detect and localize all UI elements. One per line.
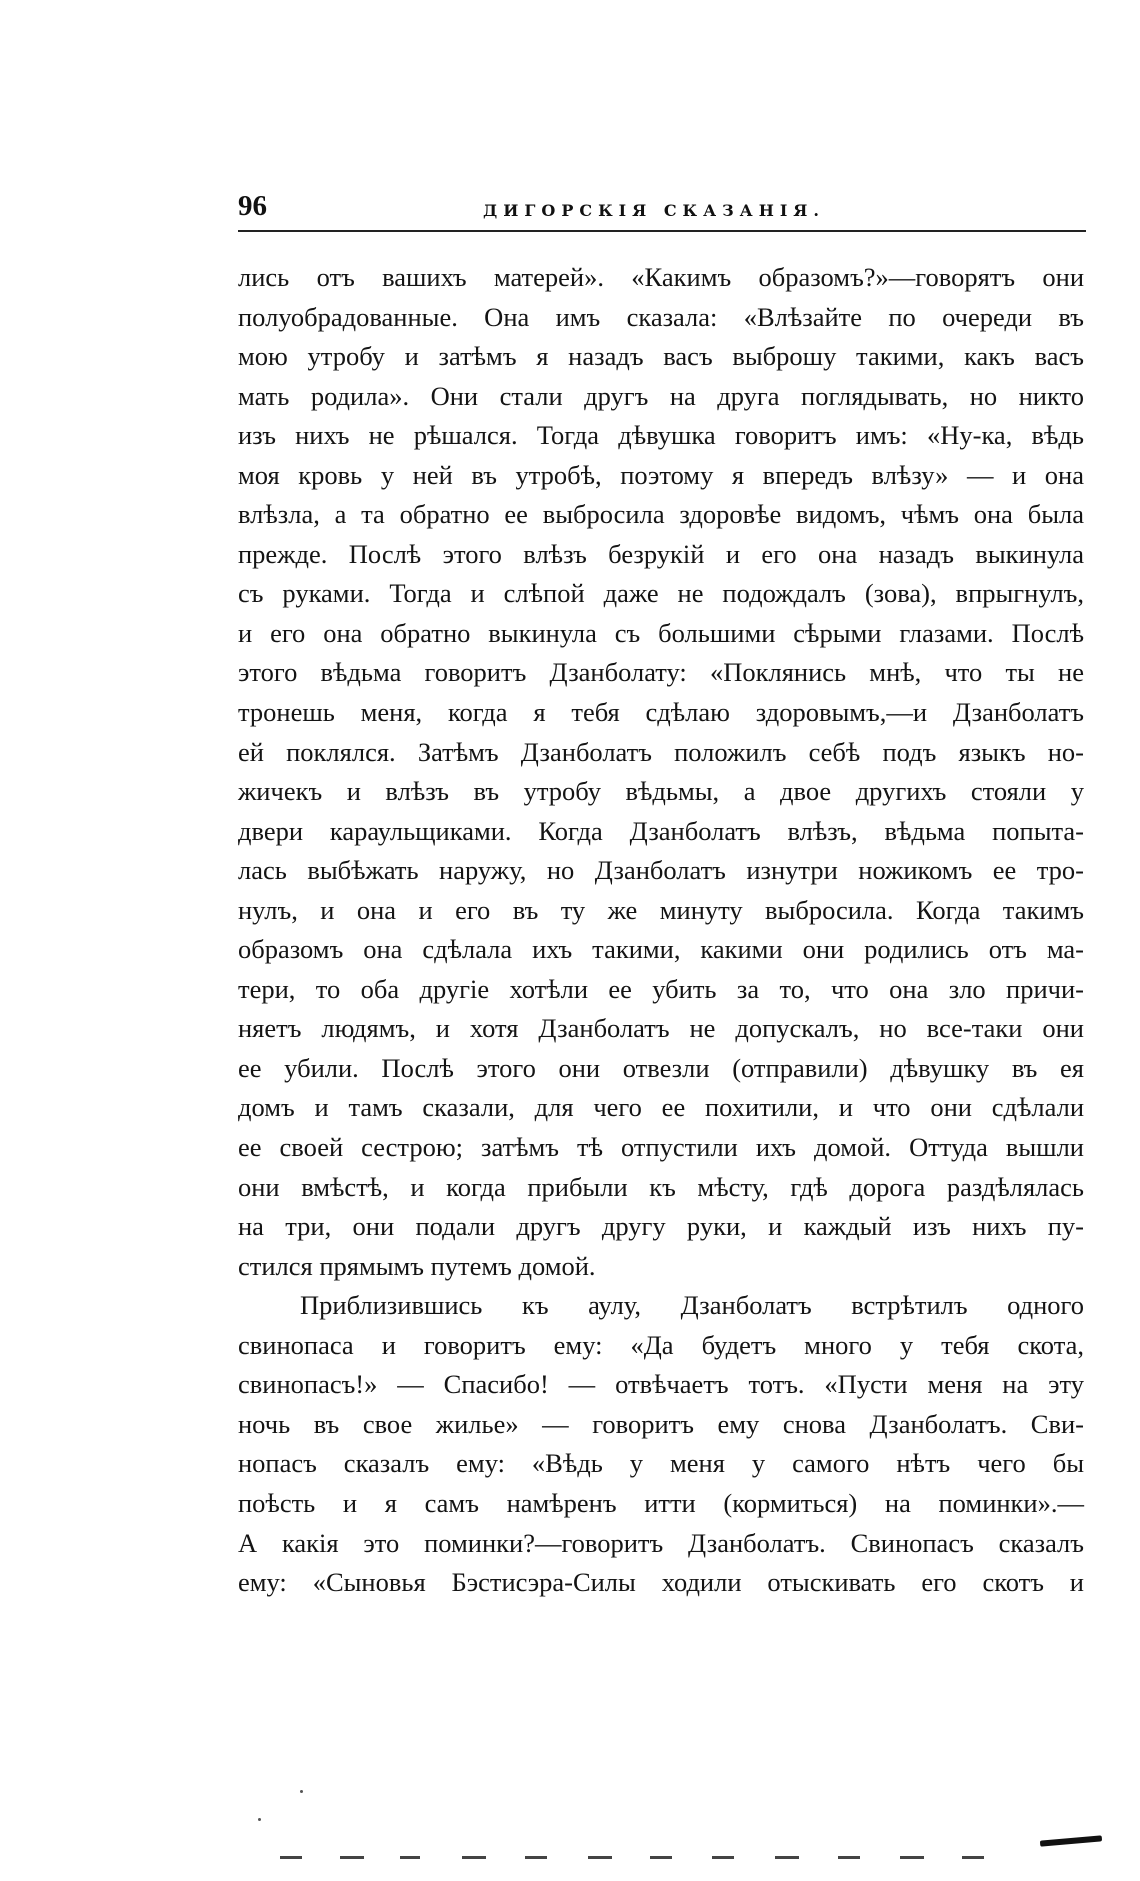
text-line: прежде. Послѣ этого влѣзъ безрукій и его она назадъ выкинула bbox=[238, 538, 1084, 569]
paragraph-start-line: Приблизившись къ аулу, Дзанболатъ встрѣтилъ одного bbox=[300, 1290, 1084, 1321]
text-line: они вмѣстѣ, и когда прибыли къ мѣсту, гдѣ дорога раздѣлялась bbox=[238, 1171, 1084, 1202]
scan-artifacts bbox=[270, 1848, 1090, 1868]
header-rule bbox=[238, 230, 1086, 232]
text-line: съ руками. Тогда и слѣпой даже не подождалъ (зова), впрыгнулъ, bbox=[238, 578, 1084, 609]
scan-dash bbox=[340, 1856, 364, 1859]
text-line: на три, они подали другъ другу руки, и каждый изъ нихъ пу- bbox=[238, 1211, 1084, 1242]
text-line: лись отъ вашихъ матерей». «Какимъ образомъ?»—говорятъ они bbox=[238, 262, 1084, 292]
text-line: образомъ она сдѣлала ихъ такими, какими они родились отъ ма- bbox=[238, 934, 1084, 965]
text-line: влѣзла, а та обратно ее выбросила здоровѣе видомъ, чѣмъ она была bbox=[238, 499, 1084, 530]
text-line: ее своей сестрою; затѣмъ тѣ отпустили ихъ домой. Оттуда вышли bbox=[238, 1132, 1084, 1163]
text-line: моя кровь у ней въ утробѣ, поэтому я впередъ влѣзу» — и она bbox=[238, 459, 1084, 490]
text-line: этого вѣдьма говоритъ Дзанболату: «Поклянись мнѣ, что ты не bbox=[238, 657, 1084, 688]
running-title: ДИГОРСКІЯ СКАЗАНІЯ. bbox=[483, 201, 825, 220]
text-line: свинопаса и говоритъ ему: «Да будетъ много у тебя скота, bbox=[238, 1329, 1084, 1360]
scan-dash bbox=[775, 1856, 799, 1859]
text-line: жичекъ и влѣзъ въ утробу вѣдьмы, а двое другихъ стояли у bbox=[238, 776, 1084, 807]
text-line: няетъ людямъ, и хотя Дзанболатъ не допускалъ, но все-таки они bbox=[238, 1013, 1084, 1044]
text-line: ей поклялся. Затѣмъ Дзанболатъ положилъ себѣ подъ языкъ но- bbox=[238, 736, 1084, 767]
text-line: полуобрадованные. Она имъ сказала: «Влѣзайте по очереди въ bbox=[238, 301, 1084, 332]
scan-dash bbox=[712, 1856, 734, 1859]
scan-speck bbox=[258, 1818, 261, 1821]
text-line: тронешь меня, когда я тебя сдѣлаю здоровымъ,—и Дзанболатъ bbox=[238, 697, 1084, 728]
text-line: ее убили. Послѣ этого они отвезли (отправили) дѣвушку въ ея bbox=[238, 1052, 1084, 1083]
text-line: свинопасъ!» — Спасибо! — отвѣчаетъ тотъ. «Пусти меня на эту bbox=[238, 1369, 1084, 1400]
scan-dash bbox=[838, 1856, 860, 1859]
scan-dash bbox=[900, 1856, 924, 1859]
text-line: и его она обратно выкинула съ большими сѣрыми глазами. Послѣ bbox=[238, 617, 1084, 648]
page-header bbox=[238, 186, 1086, 226]
text-line: поѣсть и я самъ намѣренъ итти (кормиться) на поминки».— bbox=[238, 1487, 1084, 1518]
text-line: мою утробу и затѣмъ я назадъ васъ выброшу такими, какъ васъ bbox=[238, 341, 1084, 372]
scan-dash bbox=[400, 1856, 420, 1859]
text-line: А какія это поминки?—говоритъ Дзанболатъ. Свинопасъ сказалъ bbox=[238, 1527, 1084, 1558]
text-line: ему: «Сыновья Бэстисэра-Силы ходили отыскивать его скотъ и bbox=[238, 1567, 1084, 1598]
text-line: домъ и тамъ сказали, для чего ее похитили, и что они сдѣлали bbox=[238, 1092, 1084, 1123]
scan-dash bbox=[962, 1856, 984, 1859]
scan-dash bbox=[525, 1856, 547, 1859]
text-line: тери, то оба другіе хотѣли ее убить за то, что она зло причи- bbox=[238, 973, 1084, 1004]
scan-speck bbox=[300, 1790, 303, 1793]
scan-dash bbox=[280, 1856, 302, 1859]
text-line: изъ нихъ не рѣшался. Тогда дѣвушка говоритъ имъ: «Ну-ка, вѣдь bbox=[238, 420, 1084, 451]
text-line: ночь въ свое жилье» — говоритъ ему снова Дзанболатъ. Сви- bbox=[238, 1408, 1084, 1439]
page-number: 96 bbox=[238, 190, 267, 222]
scan-dash bbox=[462, 1856, 486, 1859]
scan-smudge bbox=[1040, 1835, 1102, 1846]
text-line: нулъ, и она и его въ ту же минуту выбросила. Когда такимъ bbox=[238, 894, 1084, 925]
text-line: нопасъ сказалъ ему: «Вѣдь у меня у самого нѣтъ чего бы bbox=[238, 1448, 1084, 1479]
scan-dash bbox=[650, 1856, 672, 1859]
text-line: мать родила». Они стали другъ на друга поглядывать, но никто bbox=[238, 380, 1084, 411]
text-line: двери караульщиками. Когда Дзанболатъ влѣзъ, вѣдьма попыта- bbox=[238, 815, 1084, 846]
scan-dash bbox=[588, 1856, 612, 1859]
body-text bbox=[238, 258, 1084, 1603]
paragraph-end-line: стился прямымъ путемъ домой. bbox=[238, 1250, 596, 1281]
text-line: лась выбѣжать наружу, но Дзанболатъ изнутри ножикомъ ее тро- bbox=[238, 855, 1084, 886]
